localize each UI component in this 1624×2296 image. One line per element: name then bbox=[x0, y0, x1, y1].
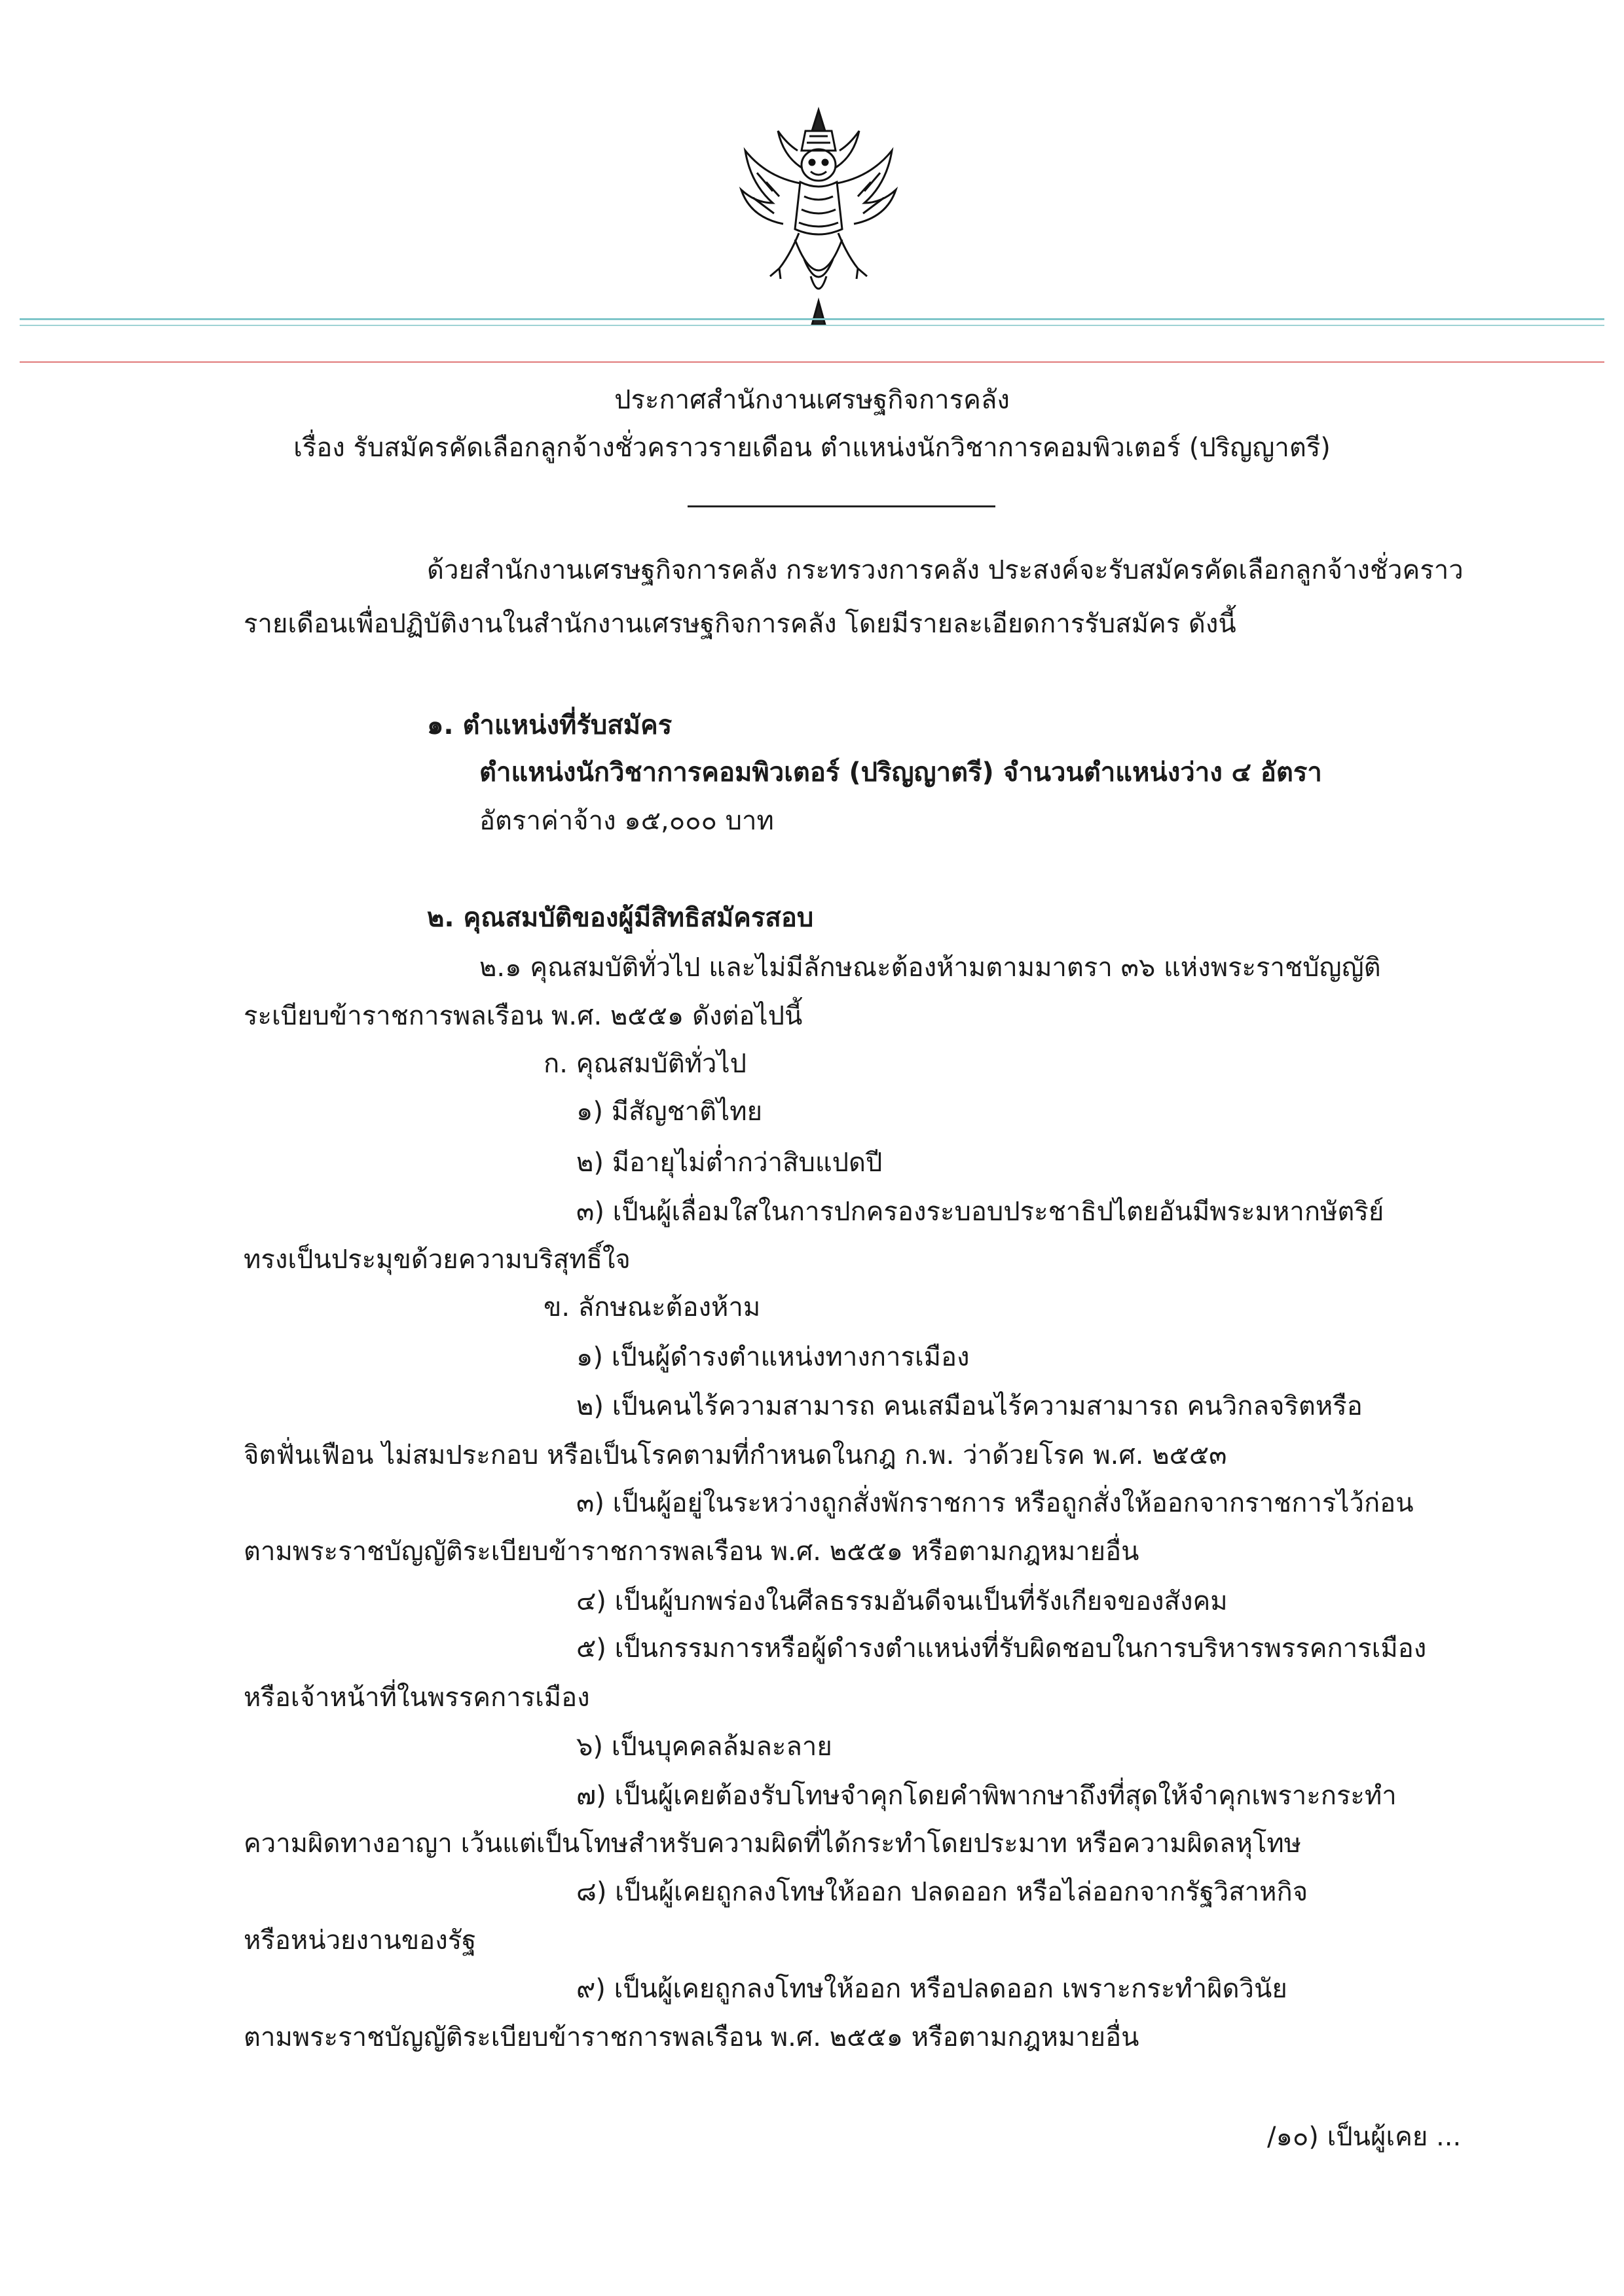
general-item-3-line-2: ทรงเป็นประมุขด้วยความบริสุทธิ์ใจ bbox=[244, 1245, 631, 1275]
prohibited-item-2-line-2: จิตฟั่นเฟือน ไม่สมประกอบ หรือเป็นโรคตามที่กำหนดในกฎ ก.พ. ว่าด้วยโรค พ.ศ. ๒๕๕๓ bbox=[244, 1440, 1227, 1470]
header-rule-middle bbox=[20, 325, 1604, 326]
announcement-subject: เรื่อง รับสมัครคัดเลือกลูกจ้างชั่วคราวรายเดือน ตำแหน่งนักวิชาการคอมพิวเตอร์ (ปริญญาตรี) bbox=[293, 433, 1331, 463]
garuda-emblem-icon bbox=[727, 105, 910, 327]
general-item-2: ๒) มีอายุไม่ต่ำกว่าสิบแปดปี bbox=[576, 1148, 883, 1178]
section-2-1-line-2: ระเบียบข้าราชการพลเรือน พ.ศ. ๒๕๕๑ ดังต่อไปนี้ bbox=[244, 1001, 803, 1031]
prohibited-item-4: ๔) เป็นผู้บกพร่องในศีลธรรมอันดีจนเป็นที่รังเกียจของสังคม bbox=[576, 1586, 1228, 1616]
page-continuation: /๑๐) เป็นผู้เคย ... bbox=[1267, 2122, 1462, 2152]
section-1-position: ตำแหน่งนักวิชาการคอมพิวเตอร์ (ปริญญาตรี) จำนวนตำแหน่งว่าง ๔ อัตรา bbox=[479, 757, 1322, 788]
intro-line-2: รายเดือนเพื่อปฏิบัติงานในสำนักงานเศรษฐกิจการคลัง โดยมีรายละเอียดการรับสมัคร ดังนี้ bbox=[244, 609, 1236, 639]
prohibited-item-1: ๑) เป็นผู้ดำรงตำแหน่งทางการเมือง bbox=[576, 1342, 970, 1372]
intro-line-1: ด้วยสำนักงานเศรษฐกิจการคลัง กระทรวงการคลัง ประสงค์จะรับสมัครคัดเลือกลูกจ้างชั่วคราว bbox=[427, 555, 1464, 585]
prohibited-item-7-line-1: ๗) เป็นผู้เคยต้องรับโทษจำคุกโดยคำพิพากษาถึงที่สุดให้จำคุกเพราะกระทำ bbox=[576, 1781, 1397, 1811]
prohibited-item-8-line-2: หรือหน่วยงานของรัฐ bbox=[244, 1925, 477, 1956]
header-rule-top bbox=[20, 318, 1604, 320]
general-item-1: ๑) มีสัญชาติไทย bbox=[576, 1097, 763, 1127]
prohibited-item-6: ๖) เป็นบุคคลล้มละลาย bbox=[576, 1732, 832, 1762]
prohibited-item-2-line-1: ๒) เป็นคนไร้ความสามารถ คนเสมือนไร้ความสามารถ คนวิกลจริตหรือ bbox=[576, 1391, 1363, 1421]
prohibited-item-9-line-2: ตามพระราชบัญญัติระเบียบข้าราชการพลเรือน พ.ศ. ๒๕๕๑ หรือตามกฎหมายอื่น bbox=[244, 2022, 1139, 2052]
section-1-heading: ๑. ตำแหน่งที่รับสมัคร bbox=[427, 710, 673, 740]
section-2-1-line-1: ๒.๑ คุณสมบัติทั่วไป และไม่มีลักษณะต้องห้ามตามมาตรา ๓๖ แห่งพระราชบัญญัติ bbox=[479, 953, 1381, 983]
prohibited-item-8-line-1: ๘) เป็นผู้เคยถูกลงโทษให้ออก ปลดออก หรือไล่ออกจากรัฐวิสาหกิจ bbox=[576, 1877, 1308, 1907]
section-1-salary: อัตราค่าจ้าง ๑๕,๐๐๐ บาท bbox=[479, 806, 774, 836]
general-qualifications-heading: ก. คุณสมบัติทั่วไป bbox=[544, 1049, 747, 1079]
general-item-3-line-1: ๓) เป็นผู้เลื่อมใสในการปกครองระบอบประชาธิปไตยอันมีพระมหากษัตริย์ bbox=[576, 1197, 1384, 1227]
prohibited-heading: ข. ลักษณะต้องห้าม bbox=[544, 1292, 761, 1322]
section-2-heading: ๒. คุณสมบัติของผู้มีสิทธิสมัครสอบ bbox=[427, 903, 814, 933]
prohibited-item-5-line-2: หรือเจ้าหน้าที่ในพรรคการเมือง bbox=[244, 1683, 590, 1713]
prohibited-item-5-line-1: ๕) เป็นกรรมการหรือผู้ดำรงตำแหน่งที่รับผิดชอบในการบริหารพรรคการเมือง bbox=[576, 1633, 1427, 1664]
prohibited-item-7-line-2: ความผิดทางอาญา เว้นแต่เป็นโทษสำหรับความผิดที่ได้กระทำโดยประมาท หรือความผิดลหุโทษ bbox=[244, 1829, 1302, 1859]
announcement-title: ประกาศสำนักงานเศรษฐกิจการคลัง bbox=[614, 385, 1010, 415]
prohibited-item-3-line-1: ๓) เป็นผู้อยู่ในระหว่างถูกสั่งพักราชการ หรือถูกสั่งให้ออกจากราชการไว้ก่อน bbox=[576, 1488, 1414, 1518]
prohibited-item-3-line-2: ตามพระราชบัญญัติระเบียบข้าราชการพลเรือน พ.ศ. ๒๕๕๑ หรือตามกฎหมายอื่น bbox=[244, 1537, 1139, 1567]
title-underline bbox=[688, 505, 995, 507]
prohibited-item-9-line-1: ๙) เป็นผู้เคยถูกลงโทษให้ออก หรือปลดออก เพราะกระทำผิดวินัย bbox=[576, 1974, 1287, 2004]
header-rule-bottom bbox=[20, 361, 1604, 363]
